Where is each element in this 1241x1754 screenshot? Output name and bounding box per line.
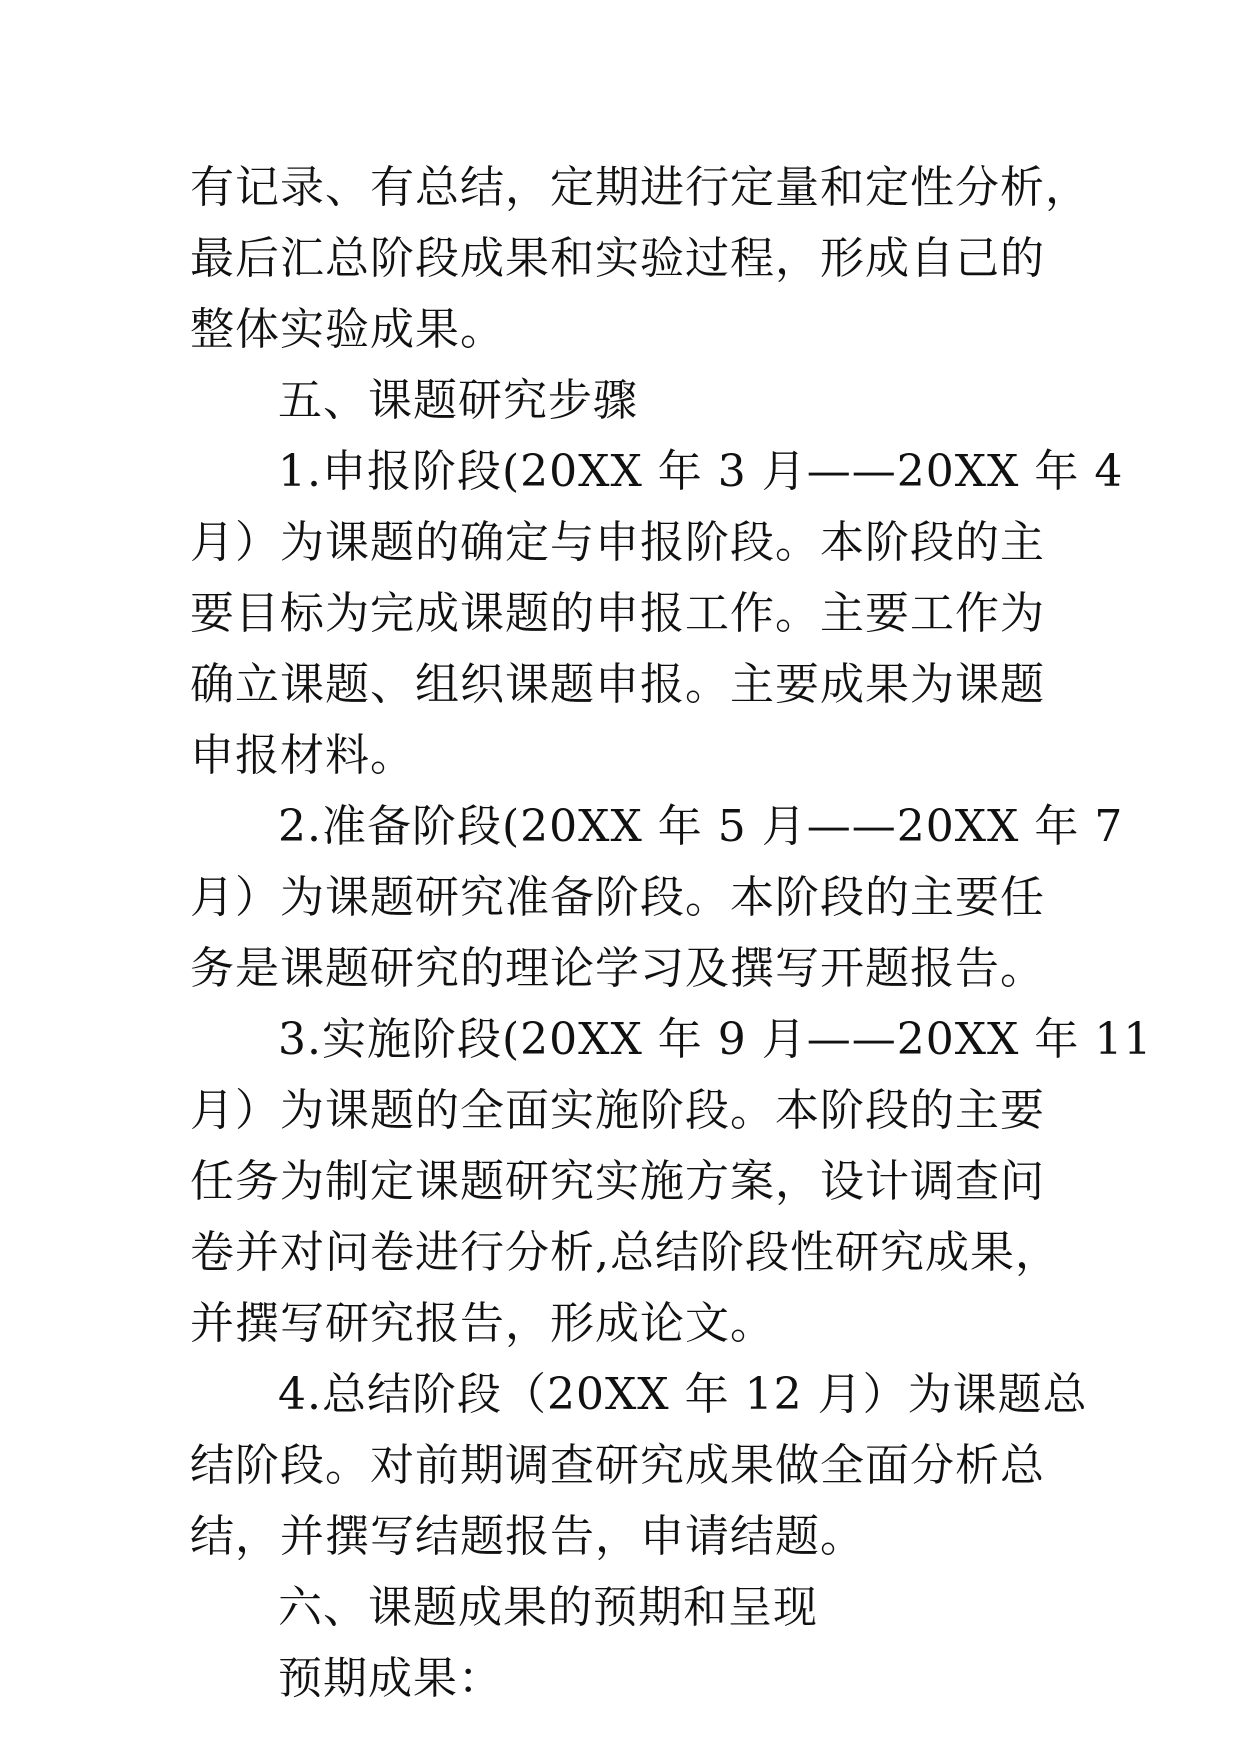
text-line: 并撰写研究报告，形成论文。 [190, 1298, 775, 1349]
text-line: 务是课题研究的理论学习及撰写开题报告。 [190, 943, 1045, 994]
text-line: 任务为制定课题研究实施方案，设计调查问 [190, 1156, 1045, 1207]
text-line: 最后汇总阶段成果和实验过程，形成自己的 [190, 233, 1045, 284]
text-line: 要目标为完成课题的申报工作。主要工作为 [190, 588, 1045, 639]
document-page [190, 152, 1153, 1714]
subheading: 预期成果： [278, 1653, 503, 1704]
text-line: 月）为课题的全面实施阶段。本阶段的主要 [190, 1085, 1045, 1136]
text-line: 4.总结阶段（20XX 年 12 月）为课题总 [278, 1369, 1088, 1420]
text-line: 确立课题、组织课题申报。主要成果为课题 [190, 659, 1045, 710]
section-heading: 五、课题研究步骤 [278, 375, 638, 426]
text-line: 结阶段。对前期调查研究成果做全面分析总 [190, 1440, 1045, 1491]
text-line: 月）为课题研究准备阶段。本阶段的主要任 [190, 872, 1045, 923]
text-line: 1.申报阶段(20XX 年 3 月——20XX 年 4 [278, 446, 1124, 497]
text-line: 整体实验成果。 [190, 304, 505, 355]
text-line: 3.实施阶段(20XX 年 9 月——20XX 年 11 [278, 1014, 1153, 1065]
text-line: 结，并撰写结题报告，申请结题。 [190, 1511, 865, 1562]
text-line: 卷并对问卷进行分析,总结阶段性研究成果， [190, 1227, 1060, 1278]
section-heading: 六、课题成果的预期和呈现 [278, 1582, 818, 1633]
text-line: 有记录、有总结，定期进行定量和定性分析， [190, 162, 1090, 213]
text-line: 申报材料。 [190, 730, 415, 781]
text-line: 月）为课题的确定与申报阶段。本阶段的主 [190, 517, 1045, 568]
text-line: 2.准备阶段(20XX 年 5 月——20XX 年 7 [278, 801, 1124, 852]
